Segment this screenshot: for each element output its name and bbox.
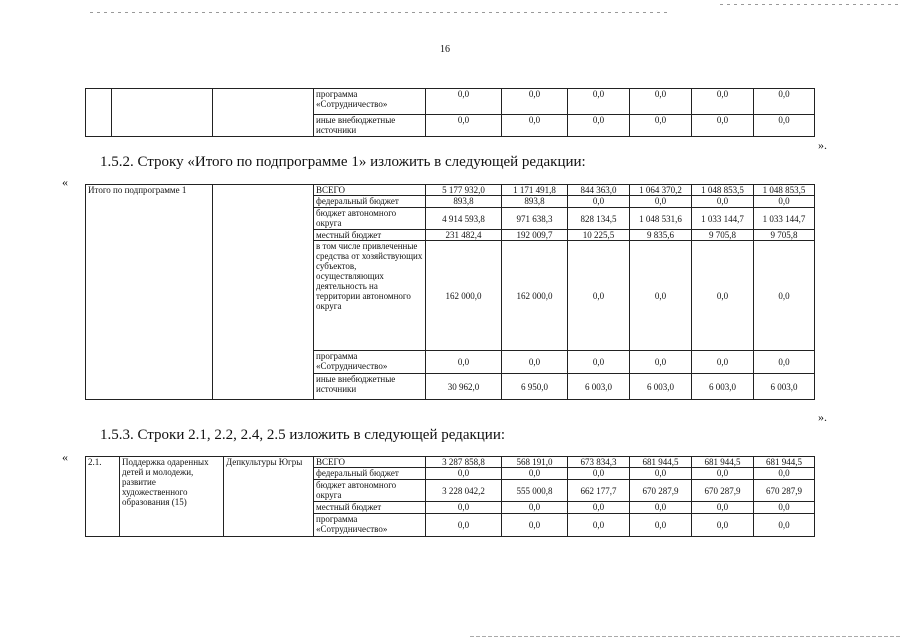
value-cell: 6 950,0: [502, 374, 568, 400]
source-label: местный бюджет: [314, 230, 426, 241]
value-cell: 6 003,0: [568, 374, 630, 400]
value-cell: 670 287,9: [754, 480, 815, 502]
value-cell: 231 482,4: [426, 230, 502, 241]
value-cell: 6 003,0: [692, 374, 754, 400]
value-cell: 4 914 593,8: [426, 208, 502, 230]
value-cell: 0,0: [568, 241, 630, 351]
value-cell: 162 000,0: [502, 241, 568, 351]
col-title-cell: [112, 89, 213, 137]
value-cell: 9 705,8: [754, 230, 815, 241]
value-cell: 6 003,0: [630, 374, 692, 400]
value-cell: 0,0: [426, 502, 502, 514]
value-cell: 0,0: [692, 89, 754, 115]
col-number-cell: [86, 89, 112, 137]
value-cell: 1 048 531,6: [630, 208, 692, 230]
value-cell: 0,0: [426, 89, 502, 115]
value-cell: 681 944,5: [754, 457, 815, 468]
row-number: 2.1.: [86, 457, 120, 537]
value-cell: 0,0: [426, 351, 502, 374]
value-cell: 0,0: [502, 351, 568, 374]
value-cell: 0,0: [568, 196, 630, 208]
value-cell: 828 134,5: [568, 208, 630, 230]
value-cell: 0,0: [754, 468, 815, 480]
value-cell: 0,0: [754, 89, 815, 115]
value-cell: 681 944,5: [630, 457, 692, 468]
heading-1-5-3: 1.5.3. Строки 2.1, 2.2, 2.4, 2.5 изложить в следующей редакции:: [100, 427, 506, 443]
table-row: [86, 457, 815, 468]
value-cell: 971 638,3: [502, 208, 568, 230]
scan-artifact-top-right: [720, 4, 900, 5]
table-continuation: [85, 88, 815, 137]
value-cell: 3 287 858,8: [426, 457, 502, 468]
value-cell: 0,0: [568, 502, 630, 514]
value-cell: 0,0: [692, 502, 754, 514]
table-row: [86, 185, 815, 196]
value-cell: 893,8: [502, 196, 568, 208]
scan-artifact-bottom: [470, 636, 900, 637]
source-label: программа «Сотрудничество»: [314, 89, 426, 115]
source-label: местный бюджет: [314, 502, 426, 514]
value-cell: 0,0: [630, 241, 692, 351]
value-cell: 0,0: [754, 514, 815, 537]
value-cell: 0,0: [630, 89, 692, 115]
value-cell: 681 944,5: [692, 457, 754, 468]
close-quote-2: ».: [818, 410, 827, 424]
value-cell: 0,0: [692, 196, 754, 208]
source-label: иные внебюджетные источники: [314, 115, 426, 137]
value-cell: 5 177 932,0: [426, 185, 502, 196]
value-cell: 0,0: [502, 468, 568, 480]
source-label: федеральный бюджет: [314, 468, 426, 480]
source-label: ВСЕГО: [314, 185, 426, 196]
value-cell: 555 000,8: [502, 480, 568, 502]
value-cell: 0,0: [692, 115, 754, 137]
value-cell: 0,0: [692, 241, 754, 351]
value-cell: 0,0: [754, 115, 815, 137]
table-itogo: [85, 184, 815, 400]
value-cell: 3 228 042,2: [426, 480, 502, 502]
value-cell: 893,8: [426, 196, 502, 208]
source-label: программа «Сотрудничество»: [314, 351, 426, 374]
value-cell: 0,0: [502, 115, 568, 137]
value-cell: 0,0: [630, 502, 692, 514]
value-cell: 1 048 853,5: [754, 185, 815, 196]
value-cell: 162 000,0: [426, 241, 502, 351]
value-cell: 670 287,9: [630, 480, 692, 502]
value-cell: 0,0: [754, 196, 815, 208]
value-cell: 0,0: [630, 351, 692, 374]
source-label: в том числе привлеченные средства от хозяйствующих субъектов, осуществляющих деятельность на территории автономного округа: [314, 241, 426, 351]
value-cell: 0,0: [692, 514, 754, 537]
responsible-executor: Депкультуры Югры: [224, 457, 314, 537]
value-cell: 844 363,0: [568, 185, 630, 196]
value-cell: 1 064 370,2: [630, 185, 692, 196]
value-cell: 0,0: [754, 502, 815, 514]
value-cell: 0,0: [568, 89, 630, 115]
value-cell: 1 171 491,8: [502, 185, 568, 196]
table-continuation-body: [86, 89, 815, 137]
value-cell: 0,0: [502, 514, 568, 537]
value-cell: 0,0: [502, 502, 568, 514]
value-cell: 0,0: [502, 89, 568, 115]
value-cell: 9 705,8: [692, 230, 754, 241]
col-responsible-cell: [213, 89, 314, 137]
value-cell: 0,0: [568, 115, 630, 137]
source-label: бюджет автономного округа: [314, 208, 426, 230]
table-row-2-1: [85, 456, 815, 537]
value-cell: 0,0: [630, 514, 692, 537]
open-quote-3: «: [62, 450, 68, 464]
value-cell: 662 177,7: [568, 480, 630, 502]
value-cell: 1 033 144,7: [692, 208, 754, 230]
value-cell: 0,0: [630, 196, 692, 208]
value-cell: 0,0: [630, 115, 692, 137]
value-cell: 1 048 853,5: [692, 185, 754, 196]
value-cell: 0,0: [692, 351, 754, 374]
value-cell: 568 191,0: [502, 457, 568, 468]
source-label: иные внебюджетные источники: [314, 374, 426, 400]
value-cell: 0,0: [568, 514, 630, 537]
table-row-2-1-body: [86, 457, 815, 537]
value-cell: 0,0: [568, 468, 630, 480]
value-cell: 192 009,7: [502, 230, 568, 241]
heading-1-5-2: 1.5.2. Строку «Итого по подпрограмме 1» изложить в следующей редакции:: [100, 154, 586, 170]
source-label: программа «Сотрудничество»: [314, 514, 426, 537]
value-cell: 0,0: [426, 514, 502, 537]
value-cell: 10 225,5: [568, 230, 630, 241]
value-cell: 0,0: [568, 351, 630, 374]
value-cell: 30 962,0: [426, 374, 502, 400]
value-cell: 9 835,6: [630, 230, 692, 241]
page-number: 16: [440, 44, 450, 55]
open-quote-2: «: [62, 175, 68, 189]
value-cell: 6 003,0: [754, 374, 815, 400]
row-title: Поддержка одаренных детей и молодежи, развитие художественного образования (15): [120, 457, 224, 537]
value-cell: 0,0: [692, 468, 754, 480]
source-label: ВСЕГО: [314, 457, 426, 468]
table-itogo-body: [86, 185, 815, 400]
close-quote-1: ».: [818, 138, 827, 152]
value-cell: 1 033 144,7: [754, 208, 815, 230]
scan-artifact-top: [90, 12, 670, 13]
value-cell: 670 287,9: [692, 480, 754, 502]
source-label: федеральный бюджет: [314, 196, 426, 208]
row-title: Итого по подпрограмме 1: [86, 185, 213, 400]
value-cell: 0,0: [426, 115, 502, 137]
col-responsible-cell: [213, 185, 314, 400]
value-cell: 0,0: [426, 468, 502, 480]
value-cell: 0,0: [754, 241, 815, 351]
value-cell: 0,0: [630, 468, 692, 480]
table-row: [86, 89, 815, 115]
source-label: бюджет автономного округа: [314, 480, 426, 502]
value-cell: 673 834,3: [568, 457, 630, 468]
value-cell: 0,0: [754, 351, 815, 374]
